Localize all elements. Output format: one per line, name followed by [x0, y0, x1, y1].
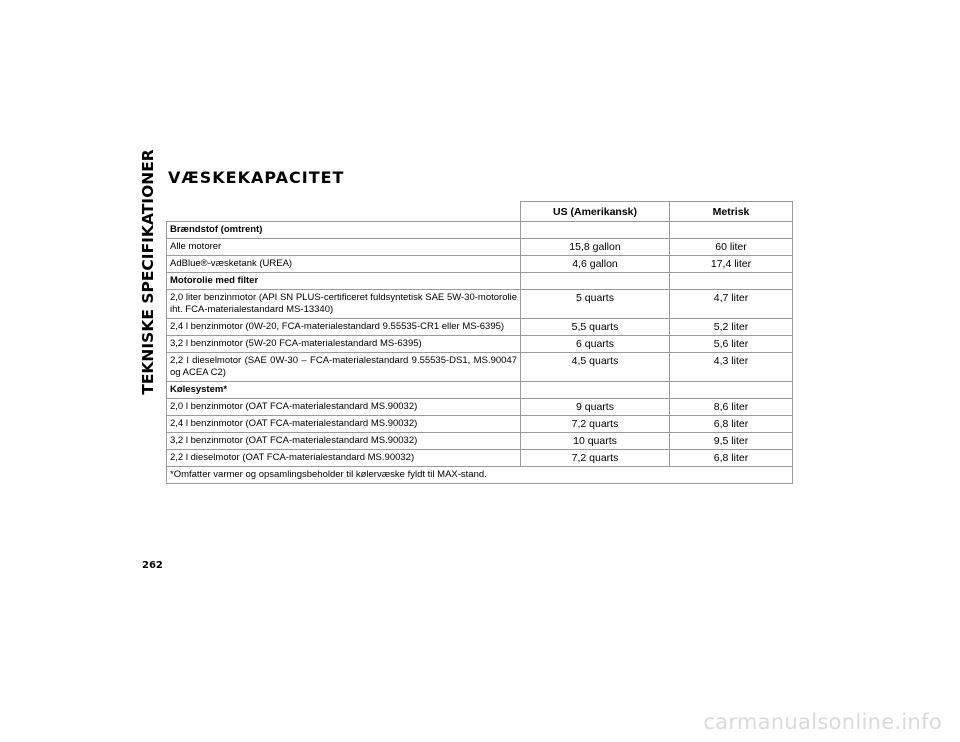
table-header-row	[167, 202, 793, 222]
metric-value: 4,3 liter	[670, 353, 793, 382]
us-value: 5,5 quarts	[521, 319, 670, 336]
table-row	[167, 290, 793, 319]
row-label: 2,2 l dieselmotor (OAT FCA-materialestandard MS.90032)	[167, 450, 521, 467]
table-row	[167, 256, 793, 273]
metric-value: 5,6 liter	[670, 336, 793, 353]
section-label: Kølesystem*	[167, 382, 521, 399]
row-label: 2,0 liter benzinmotor (API SN PLUS-certificeret fuldsyntetisk SAE 5W-30-motorolie iht. FCA-materialestandard MS-13340)	[167, 290, 521, 319]
watermark: carmanualsonline.info	[703, 710, 942, 734]
us-value: 9 quarts	[521, 399, 670, 416]
metric-value: 60 liter	[670, 239, 793, 256]
table-row	[167, 353, 793, 382]
metric-value: 4,7 liter	[670, 290, 793, 319]
table-row	[167, 450, 793, 467]
metric-value: 9,5 liter	[670, 433, 793, 450]
table-section-row	[167, 222, 793, 239]
row-label: 2,4 l benzinmotor (0W-20, FCA-materialestandard 9.55535-CR1 eller MS-6395)	[167, 319, 521, 336]
section-label: Motorolie med filter	[167, 273, 521, 290]
metric-value: 17,4 liter	[670, 256, 793, 273]
us-value: 4,5 quarts	[521, 353, 670, 382]
row-label: AdBlue®-væsketank (UREA)	[167, 256, 521, 273]
row-label: 3,2 l benzinmotor (OAT FCA-materialestandard MS.90032)	[167, 433, 521, 450]
us-value: 7,2 quarts	[521, 450, 670, 467]
table-row	[167, 336, 793, 353]
header-metric: Metrisk	[670, 202, 793, 222]
metric-value	[670, 382, 793, 399]
section-label: Brændstof (omtrent)	[167, 222, 521, 239]
row-label: 2,2 l dieselmotor (SAE 0W-30 – FCA-materialestandard 9.55535-DS1, MS.90047 og ACEA C2)	[167, 353, 521, 382]
us-value	[521, 382, 670, 399]
metric-value: 8,6 liter	[670, 399, 793, 416]
us-value	[521, 222, 670, 239]
section-side-title	[137, 149, 159, 395]
metric-value: 6,8 liter	[670, 450, 793, 467]
us-value: 4,6 gallon	[521, 256, 670, 273]
us-value: 6 quarts	[521, 336, 670, 353]
table-row	[167, 433, 793, 450]
us-value	[521, 273, 670, 290]
us-value: 15,8 gallon	[521, 239, 670, 256]
table-row	[167, 319, 793, 336]
row-label: 3,2 l benzinmotor (5W-20 FCA-materialestandard MS-6395)	[167, 336, 521, 353]
us-value: 5 quarts	[521, 290, 670, 319]
metric-value	[670, 222, 793, 239]
table-row	[167, 416, 793, 433]
table-section-row	[167, 273, 793, 290]
row-label: Alle motorer	[167, 239, 521, 256]
metric-value: 6,8 liter	[670, 416, 793, 433]
page-number: 262	[142, 560, 163, 571]
table-row	[167, 399, 793, 416]
header-us: US (Amerikansk)	[521, 202, 670, 222]
footnote-row	[167, 467, 793, 484]
us-value: 7,2 quarts	[521, 416, 670, 433]
fluid-capacity-table	[166, 201, 793, 484]
page-title: VÆSKEKAPACITET	[168, 168, 345, 187]
row-label: 2,0 l benzinmotor (OAT FCA-materialestandard MS.90032)	[167, 399, 521, 416]
table-row	[167, 239, 793, 256]
row-label: 2,4 l benzinmotor (OAT FCA-materialestandard MS.90032)	[167, 416, 521, 433]
table-section-row	[167, 382, 793, 399]
section-side-title-text: TEKNISKE SPECIFIKATIONER	[139, 149, 157, 395]
table-body	[167, 222, 793, 467]
us-value: 10 quarts	[521, 433, 670, 450]
table-footnote: *Omfatter varmer og opsamlingsbeholder til kølervæske fyldt til MAX-stand.	[167, 467, 793, 484]
metric-value: 5,2 liter	[670, 319, 793, 336]
metric-value	[670, 273, 793, 290]
header-blank	[167, 202, 521, 222]
